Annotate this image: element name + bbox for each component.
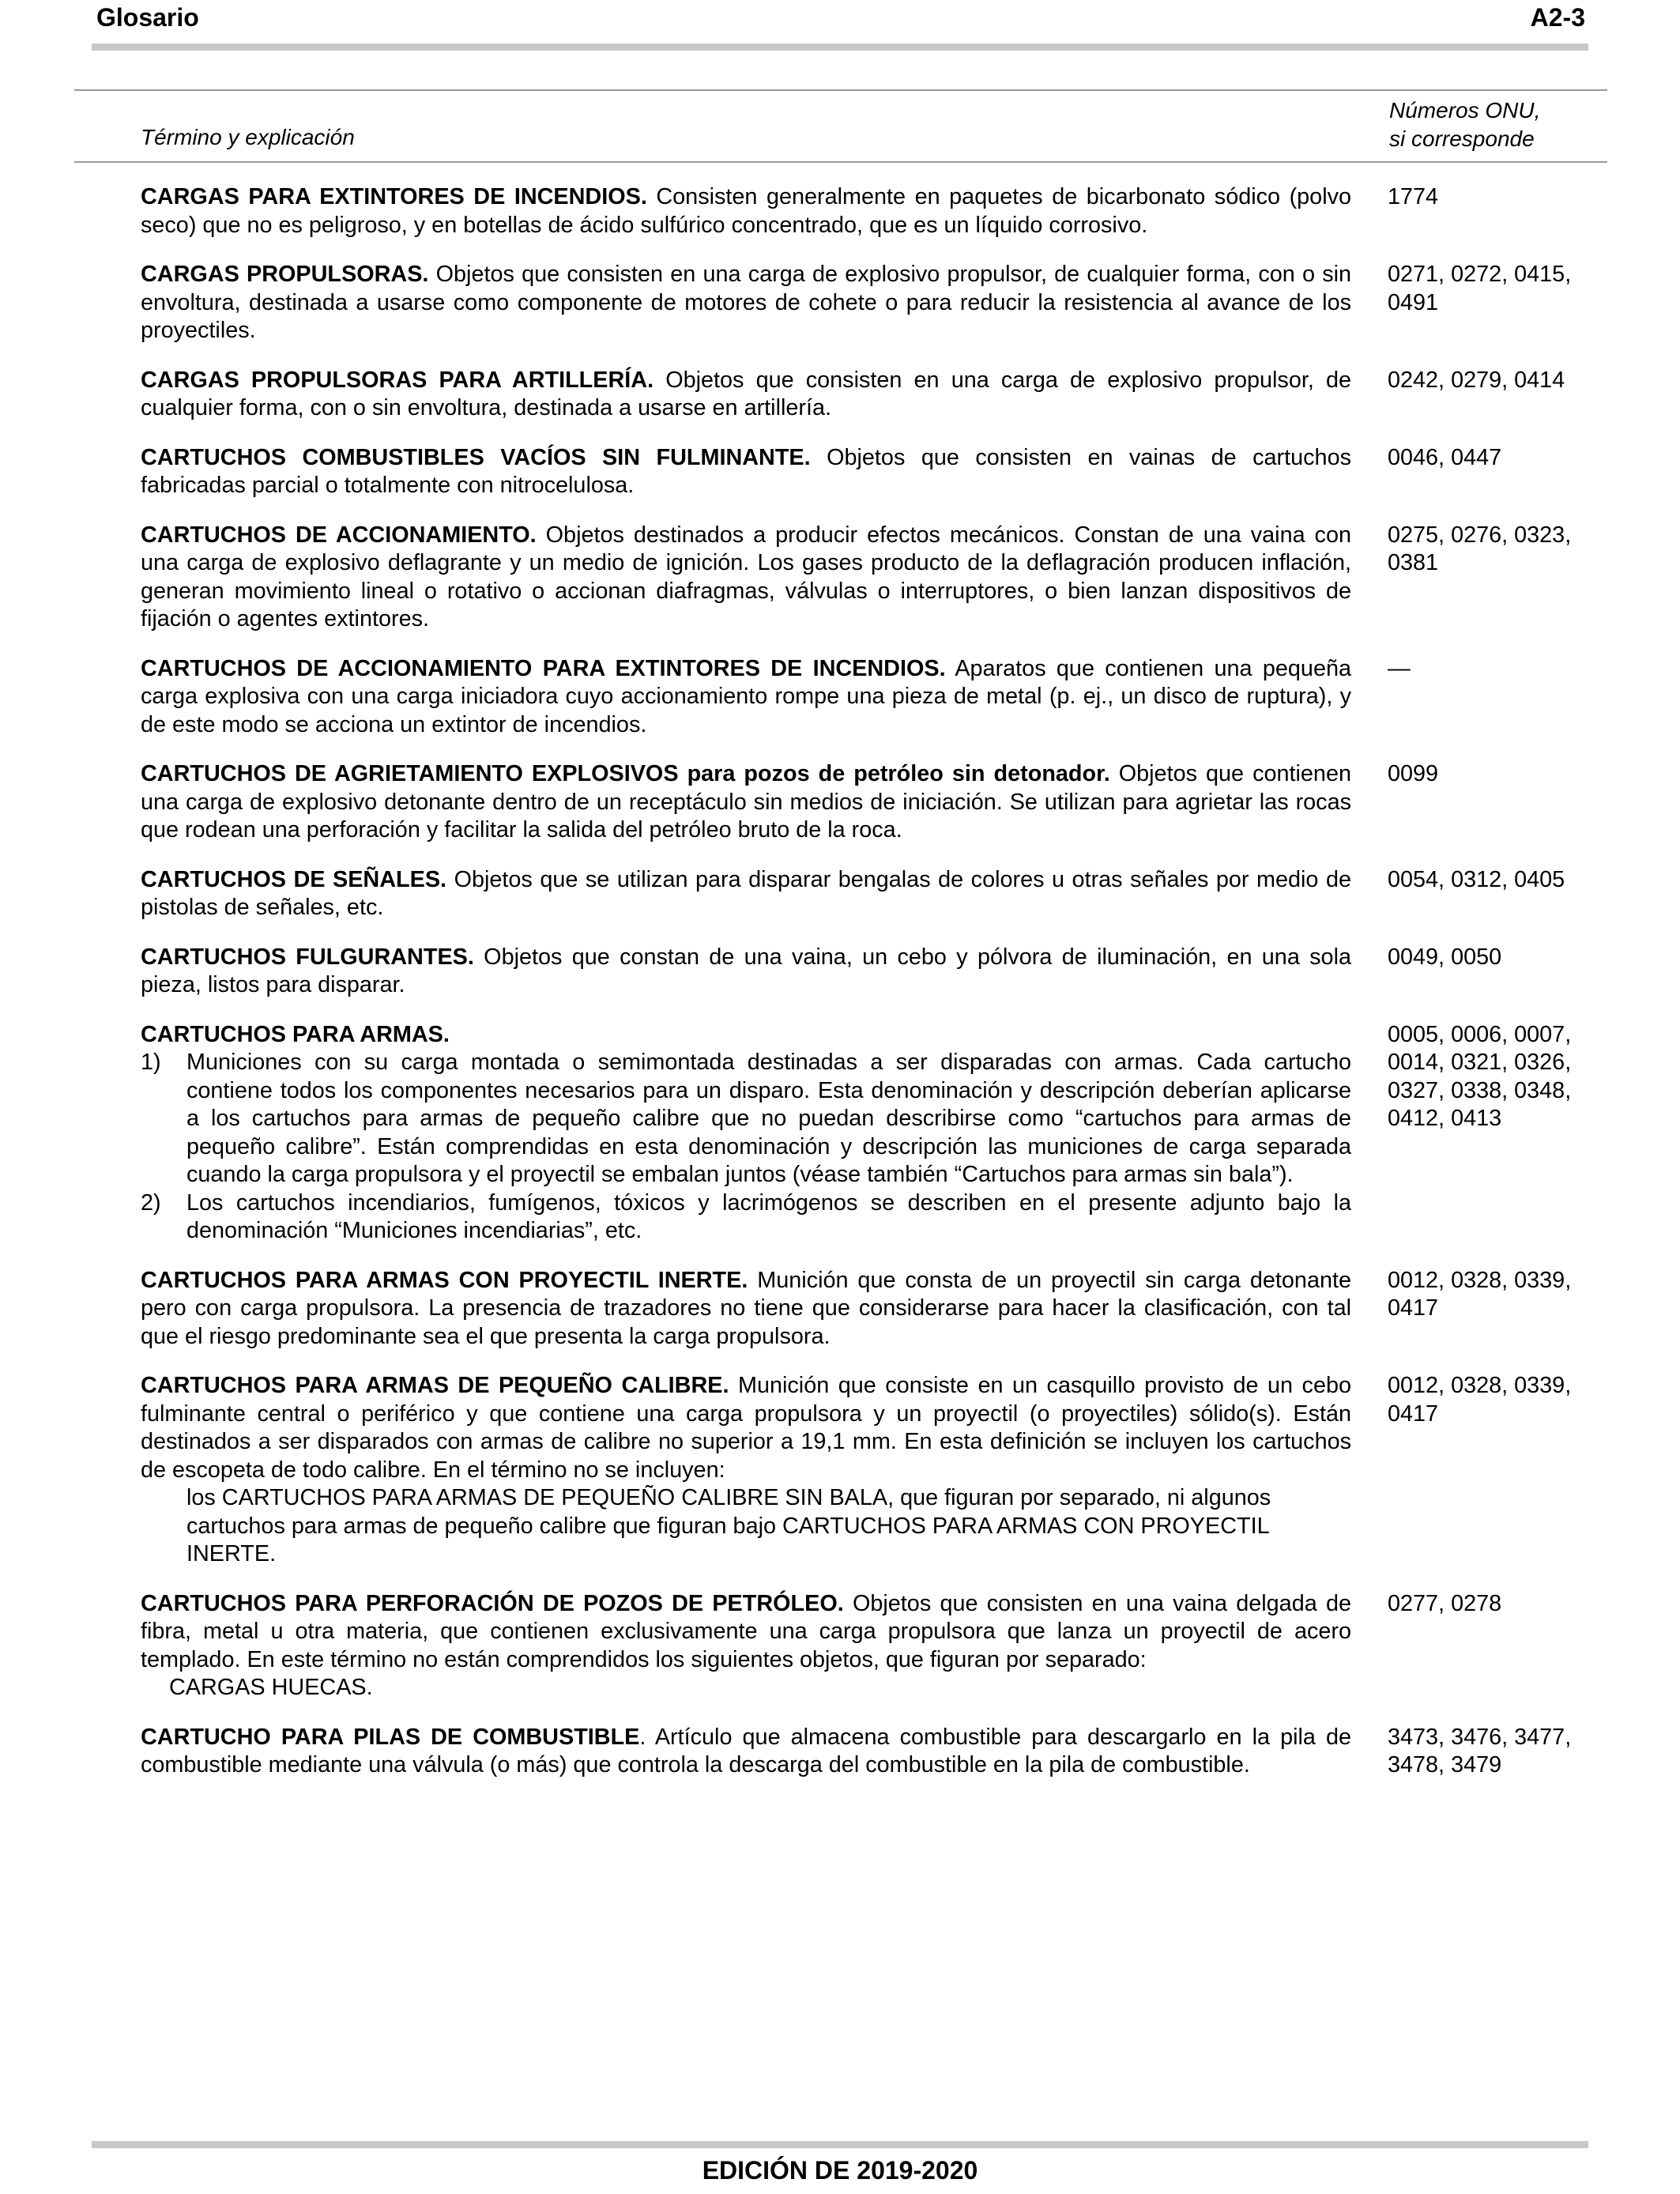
glossary-entry	[141, 522, 1606, 634]
glossary-entry	[141, 655, 1606, 740]
column-header-top-rule	[74, 89, 1607, 91]
numbered-item	[141, 1189, 1351, 1246]
entry-text	[141, 866, 1351, 922]
entry-term: CARTUCHOS DE ACCIONAMIENTO PARA EXTINTORES DE INCENDIOS.	[141, 655, 946, 681]
entry-un-numbers: 0271, 0272, 0415, 0491	[1388, 262, 1572, 315]
entry-un-numbers: 0277, 0278	[1388, 1590, 1502, 1616]
entry-text	[141, 1372, 1351, 1569]
glossary-entry	[141, 261, 1606, 345]
entry-description: Objetos que se utilizan para disparar bengalas de colores u otras señales por medio de pistolas de señales, etc.	[141, 866, 1352, 920]
entry-un-numbers: 0046, 0447	[1388, 444, 1502, 470]
entry-description: Objetos destinados a producir efectos mecánicos. Constan de una vaina con una carga de explosivo deflagrante y un medio de ignición. Los gases producto de la deflagración producen inflación, generan movimiento lineal o rotativo o accionan diafragmas, válvulas o interruptores, o bien lanzan dispositivos de fijación o agentes extintores.	[141, 522, 1351, 631]
entry-un-numbers: 0099	[1388, 761, 1439, 786]
glossary-entries	[141, 183, 1606, 1801]
entry-description: . Artículo que almacena combustible para descargarlo en la pila de combustible mediante una válvula (o más) que controla la descarga del combustible en la pila de combustible.	[141, 1724, 1351, 1777]
entry-term: CARTUCHOS COMBUSTIBLES VACÍOS SIN FULMINANTE.	[141, 444, 811, 470]
entry-term: CARTUCHOS PARA ARMAS CON PROYECTIL INERTE.	[141, 1267, 748, 1293]
entry-term: CARTUCHOS DE ACCIONAMIENTO.	[141, 522, 537, 548]
entry-text	[141, 655, 1351, 740]
column-header-un	[1389, 96, 1540, 153]
entry-description: Objetos que contienen una carga de explosivo detonante dentro de un receptáculo sin medios de iniciación. Se utilizan para agrietar las rocas que rodean una perforación y facilitar la salida del petróleo bruto de la roca.	[141, 761, 1351, 843]
glossary-entry	[141, 183, 1606, 239]
glossary-entry	[141, 1267, 1606, 1351]
footer-rule	[92, 2141, 1588, 2148]
entry-description: Objetos que consisten en una carga de explosivo propulsor, de cualquier forma, con o sin envoltura, destinada a usarse en artillería.	[141, 367, 1351, 420]
entry-description: Objetos que consisten en vainas de cartuchos fabricadas parcial o totalmente con nitrocelulosa.	[141, 444, 1351, 498]
entry-un-numbers: 0012, 0328, 0339, 0417	[1388, 1267, 1572, 1321]
entry-text	[141, 444, 1351, 500]
glossary-entry	[141, 367, 1606, 423]
entry-term: CARTUCHOS FULGURANTES.	[141, 944, 474, 970]
entry-text	[141, 1267, 1351, 1351]
entry-un-numbers: 1774	[1388, 184, 1439, 209]
entry-un-numbers: 0049, 0050	[1388, 944, 1502, 970]
entry-description: Munición que consta de un proyectil sin carga detonante pero con carga propulsora. La presencia de trazadores no tiene que considerarse para hacer la clasificación, con tal que el riesgo predominante sea el que presenta la carga propulsora.	[141, 1267, 1351, 1349]
entry-description: Consisten generalmente en paquetes de bicarbonato sódico (polvo seco) que no es peligroso, y en botellas de ácido sulfúrico concentrado, que es un líquido corrosivo.	[141, 184, 1351, 238]
entry-term: CARGAS PROPULSORAS PARA ARTILLERÍA.	[141, 367, 654, 393]
entry-term: CARTUCHOS DE SEÑALES.	[141, 866, 447, 892]
entry-term: CARTUCHOS PARA ARMAS.	[141, 1021, 450, 1047]
column-header-term: Término y explicación	[141, 125, 355, 149]
entry-term: CARTUCHO PARA PILAS DE COMBUSTIBLE	[141, 1724, 640, 1750]
item-text: Los cartuchos incendiarios, fumígenos, tóxicos y lacrimógenos se describen en el presente adjunto bajo la denominación “Municiones incendiarias”, etc.	[186, 1189, 1351, 1243]
entry-un-numbers: 3473, 3476, 3477, 3478, 3479	[1388, 1724, 1572, 1777]
entry-text	[141, 367, 1351, 423]
entry-term: CARTUCHOS PARA PERFORACIÓN DE POZOS DE PETRÓLEO.	[141, 1590, 844, 1616]
entry-description: Aparatos que contienen una pequeña carga explosiva con una carga iniciadora cuyo accionamiento rompe una pieza de metal (p. ej., un disco de ruptura), y de este modo se acciona un extintor de incendios.	[141, 655, 1351, 737]
entry-exclusion-note: CARGAS HUECAS.	[169, 1675, 373, 1700]
entry-text	[141, 261, 1351, 345]
glossary-entry	[141, 1724, 1606, 1780]
footer-edition: EDICIÓN DE 2019-2020	[702, 2156, 978, 2185]
entry-text	[141, 944, 1351, 1000]
entry-text	[141, 760, 1351, 845]
header-rule	[92, 43, 1588, 51]
entry-un-numbers: 0054, 0312, 0405	[1388, 866, 1565, 892]
entry-un-numbers: 0012, 0328, 0339, 0417	[1388, 1373, 1572, 1427]
glossary-entry	[141, 1372, 1606, 1569]
entry-term: CARTUCHOS DE AGRIETAMIENTO EXPLOSIVOS para pozos de petróleo sin detonador.	[141, 761, 1110, 786]
entry-text	[141, 1021, 1351, 1246]
glossary-entry	[141, 944, 1606, 1000]
numbered-item	[141, 1049, 1351, 1189]
column-header-bottom-rule	[74, 161, 1607, 163]
entry-text	[141, 1724, 1351, 1780]
glossary-entry	[141, 866, 1606, 922]
entry-exclusion-note: los CARTUCHOS PARA ARMAS DE PEQUEÑO CALIBRE SIN BALA, que figuran por separado, ni algunos cartuchos para armas de pequeño calibre que figuran bajo CARTUCHOS PARA ARMAS CON PROYECTIL INERTE.	[186, 1485, 1271, 1566]
item-number: 2)	[141, 1189, 161, 1216]
entry-term: CARGAS PROPULSORAS.	[141, 262, 429, 287]
column-header-un-line2: si corresponde	[1389, 126, 1535, 151]
entry-un-numbers: 0275, 0276, 0323, 0381	[1388, 522, 1572, 575]
glossary-entry	[141, 444, 1606, 500]
entry-text	[141, 183, 1351, 239]
entry-description: Munición que consiste en un casquillo provisto de un cebo fulminante central o periférico y que contiene una carga propulsora y un proyectil (o proyectiles) sólido(s). Están destinados a ser disparados con armas de calibre no superior a 19,1 mm. En esta definición se incluyen los cartuchos de escopeta de todo calibre. En el término no se incluyen:	[141, 1373, 1352, 1483]
glossary-entry	[141, 1021, 1606, 1246]
entry-term: CARTUCHOS PARA ARMAS DE PEQUEÑO CALIBRE.	[141, 1373, 729, 1398]
entry-text	[141, 1590, 1351, 1702]
entry-un-numbers: 0242, 0279, 0414	[1388, 367, 1565, 393]
column-header-un-line1: Números ONU,	[1389, 98, 1541, 123]
glossary-entry	[141, 760, 1606, 845]
entry-term: CARGAS PARA EXTINTORES DE INCENDIOS.	[141, 184, 647, 209]
entry-text	[141, 522, 1351, 634]
entry-un-numbers: —	[1388, 655, 1411, 681]
header-section-title: Glosario	[96, 3, 199, 32]
item-text: Municiones con su carga montada o semimontada destinadas a ser disparadas con armas. Cada cartucho contiene todos los componentes necesarios para un disparo. Esta denominación y descripción deberían aplicarse a los cartuchos para armas de pequeño calibre que no puedan describirse como “cartuchos para armas de pequeño calibre”. Están comprendidas en esta denominación y descripción las municiones de carga separada cuando la carga propulsora y el proyectil se embalan juntos (véase también “Cartuchos para armas sin bala”).	[186, 1050, 1351, 1187]
item-number: 1)	[141, 1050, 161, 1075]
entry-description: Objetos que constan de una vaina, un cebo y pólvora de iluminación, en una sola pieza, listos para disparar.	[141, 944, 1351, 997]
entry-description: Objetos que consisten en una carga de explosivo propulsor, de cualquier forma, con o sin envoltura, destinada a usarse como componente de motores de cohete o para reducir la resistencia al avance de los proyectiles.	[141, 262, 1352, 343]
entry-un-numbers: 0005, 0006, 0007, 0014, 0321, 0326, 0327, 0338, 0348, 0412, 0413	[1388, 1021, 1572, 1131]
entry-description: Objetos que consisten en una vaina delgada de fibra, metal u otra materia, que contienen exclusivamente una carga propulsora que lanza un proyectil de acero templado. En este término no están comprendidos los siguientes objetos, que figuran por separado:	[141, 1590, 1351, 1672]
glossary-entry	[141, 1590, 1606, 1702]
header-page-number: A2-3	[1530, 3, 1585, 32]
